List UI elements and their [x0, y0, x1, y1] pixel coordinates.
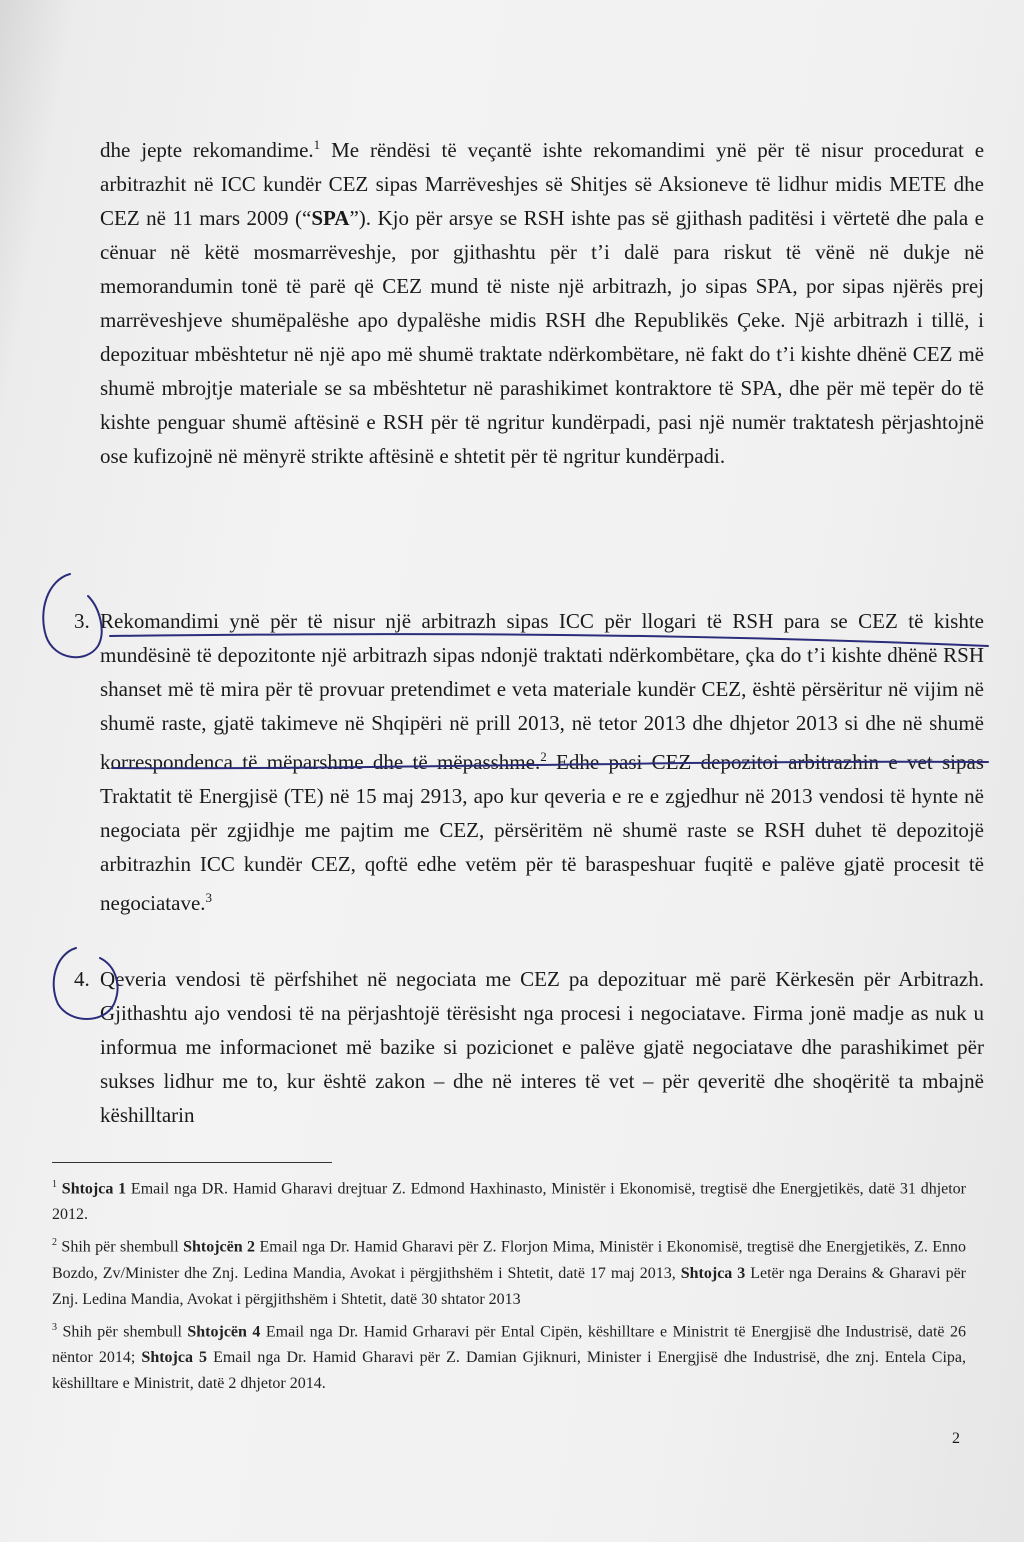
paragraph-text-part: dhe jepte rekomandime.: [100, 138, 314, 162]
paragraph-text: Qeveria vendosi të përfshihet në negociata me CEZ pa depozituar më parë Kërkesën për Arbitrazh. Gjithashtu ajo vendosi të na përjashtojë tërësisht nga procesi i negociatave. Firma jonë madje as nuk u informua me informacionet më bazike si pozicionet e palëve gjatë negociatave dhe parashikimet për sukses lidhur me to, kur është zakon – dhe në interes të vet – për qeveritë dhe shoqëritë ta mbajnë këshilltarin: [100, 967, 984, 1127]
footnote-1: [52, 1172, 966, 1228]
footnote-3: [52, 1315, 966, 1397]
paragraph-text: [100, 604, 984, 920]
footnote-text: Email nga Dr. Hamid Gharavi për Z. Damian Gjiknuri, Minister i Energjisë dhe Industrisë, dhe znj. Entela Cipa, këshilltare e Ministrit, datë 2 dhjetor 2014.: [52, 1348, 967, 1392]
paragraph-text-part: Me rëndësi të veçantë ishte rekomandimi ynë për të nisur procedurat e arbitrazhit në ICC kundër CEZ sipas Marrëveshjes së Shitjes së Aksioneve të lidhur midis METE dhe CEZ në 11 mars 2009 (“: [100, 138, 985, 230]
paragraph-text-part: Edhe pasi CEZ depozitoi arbitrazhin e vet sipas Traktatit të Energjisë (TE) në 15 maj 2913, apo kur qeveria e re e zgjedhur në 2013 vendosi të hynte në negociata për zgjidhje me pajtim me CEZ, përsëritëm në shumë raste se RSH duhet të depozitojë arbitrazhin ICC kundër CEZ, qoftë edhe vetëm për të baraspeshuar fuqitë e palëve gjatë procesit të negociatave.: [100, 750, 984, 915]
paragraph-4: [100, 962, 984, 1132]
footnote-exhibit: Shtojca 1: [61, 1180, 127, 1198]
paragraph-text: [100, 128, 984, 473]
footnote-exhibit: Shtojcën 4: [187, 1322, 261, 1340]
page-number: 2: [952, 1430, 960, 1447]
footnotes: [52, 1172, 966, 1399]
footnote-number: 3: [52, 1321, 57, 1333]
footnote-number: 2: [52, 1237, 57, 1249]
footnote-text: Email nga Dr. Hamid Gharavi për Z. Florjon Mima, Ministër i Ekonomisë, tregtisë dhe Energjetikës, Z. Enno Bozdo, Zv/Minister dhe Znj. Ledina Mandia, Avokat i përgjithshëm i Shtetit, datë 17 maj 2013,: [52, 1238, 967, 1282]
footnote-exhibit: Shtojca 3: [680, 1264, 746, 1282]
footnote-2: [52, 1230, 966, 1312]
footnote-exhibit: Shtojca 5: [141, 1348, 208, 1366]
footnote-text: Email nga Dr. Hamid Grharavi për Ental Cipën, këshilltare e Ministrit të Energjisë dhe Industrisë, datë 26 nëntor 2014;: [52, 1322, 967, 1366]
paragraph-text-part: ”). Kjo për arsye se RSH ishte pas së gjithash paditësi i vërtetë dhe pala e cënuar në këtë mosmarrëveshje, por gjithashtu për t’i dalë para riskut të vënë në dukje në memorandumin tonë të parë që CEZ mund të niste një arbitrazh, jo sipas SPA, por sipas njërës prej marrëveshjeve shumëpalëshe apo dypalëshe midis RSH dhe Republikës Çeke. Një arbitrazh i tillë, i depozituar mbështetur në një apo më shumë traktate ndërkombëtare, në fakt do t’i kishte dhënë CEZ më shumë mbrojtje materiale se sa mbështetur në parashikimet kontraktore të SPA, dhe për më tepër do të kishte penguar shumë aftësinë e RSH për të ngritur kundërpadi, pasi një numër traktatesh përjashtojnë ose kufizojnë në mënyrë strikte aftësinë e shtetit për të ngritur kundërpadi.: [100, 206, 984, 468]
footnote-exhibit: Shtojcën 2: [183, 1238, 256, 1256]
circle-around-number-3-icon: [43, 574, 101, 657]
footnote-ref[interactable]: 1: [313, 137, 321, 152]
footnote-text: Shih për shembull: [62, 1322, 188, 1340]
paragraph-text-part: Rekomandimi ynë për të nisur një arbitrazh sipas ICC për llogari të RSH para se CEZ të kishte mundësinë të depozitonte një arbitrazh sipas ndonjë traktati ndërkombëtare, çka do t’i kishte dhënë RSH shanset më të mira për të provuar pretendimet e veta materiale kundër CEZ, është përsëritur në vijim në shumë raste, gjatë takimeve në Shqipëri në prill 2013, në tetor 2013 dhe dhjetor 2013 si dhe në shumë korrespondenca të mëparshme dhe të mëpasshme.: [100, 609, 984, 774]
footnote-separator: [52, 1162, 332, 1163]
footnote-text: Email nga DR. Hamid Gharavi drejtuar Z. Edmond Haxhinasto, Ministër i Ekonomisë, tregtisë dhe Energjetikës, datë 31 dhjetor 2012.: [52, 1180, 967, 1224]
footnote-text: Shih për shembull: [61, 1238, 184, 1256]
paragraph-2-continuation: [100, 128, 984, 473]
paragraph-3: [100, 604, 984, 920]
paragraph-number-4: 4.: [74, 967, 90, 991]
spa-abbreviation: SPA: [311, 206, 350, 230]
footnote-text: Letër nga Derains & Gharavi për Znj. Ledina Mandia, Avokat i përgjithshëm i Shtetit, datë 30 shtator 2013: [52, 1264, 967, 1308]
footnote-number: 1: [52, 1179, 57, 1190]
footnote-ref[interactable]: 3: [205, 890, 213, 905]
footnote-ref[interactable]: 2: [540, 749, 547, 764]
paragraph-number-3: 3.: [74, 609, 90, 633]
